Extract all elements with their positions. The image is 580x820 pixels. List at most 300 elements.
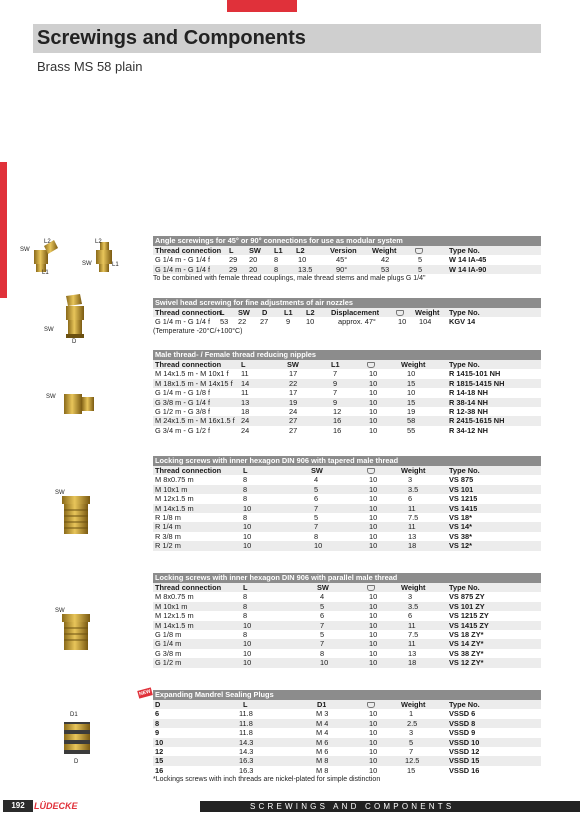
section-title: Locking screws with inner hexagon DIN 906 with parallel male thread bbox=[153, 573, 541, 583]
cell: 10 bbox=[369, 658, 378, 668]
cell: 10 bbox=[369, 718, 378, 728]
col-header: Type No. bbox=[449, 466, 480, 475]
cell: 10 bbox=[369, 620, 378, 630]
cell: VS 1415 bbox=[449, 503, 478, 513]
col-header: Weight bbox=[415, 308, 440, 317]
cell: VS 38 ZY* bbox=[449, 648, 484, 658]
cell: 10 bbox=[298, 255, 307, 265]
cell: 16 bbox=[333, 416, 342, 426]
cell: 55 bbox=[407, 425, 416, 435]
col-header: L bbox=[243, 583, 248, 592]
cell: 11 bbox=[408, 522, 416, 532]
cell: 7 bbox=[320, 639, 325, 649]
table-row bbox=[153, 532, 541, 541]
cell: VSSD 16 bbox=[449, 765, 480, 775]
col-header: L1 bbox=[284, 308, 293, 317]
cell: VS 14* bbox=[449, 522, 473, 532]
cell: 24 bbox=[289, 406, 298, 416]
cell: R 1415-101 NH bbox=[449, 369, 501, 379]
table-row bbox=[153, 255, 541, 264]
cell: G 1/4 m - G 1/8 f bbox=[155, 388, 211, 398]
cell: 17 bbox=[289, 369, 298, 379]
cell: 22 bbox=[238, 317, 247, 327]
cell: 5 bbox=[409, 737, 414, 747]
table-header bbox=[153, 700, 541, 709]
table-row bbox=[153, 388, 541, 397]
cell: 10 bbox=[369, 639, 378, 649]
cell: W 14 IA-45 bbox=[449, 255, 487, 265]
table-row bbox=[153, 407, 541, 416]
table-row bbox=[153, 592, 541, 601]
cell: 11 bbox=[408, 639, 416, 649]
cell: 4 bbox=[314, 475, 319, 485]
chapter-footer: SCREWINGS AND COMPONENTS bbox=[200, 801, 580, 812]
cell: 10 bbox=[243, 503, 252, 513]
col-header: L bbox=[243, 700, 248, 709]
page-subtitle: Brass MS 58 plain bbox=[37, 59, 143, 74]
cell: 5 bbox=[320, 601, 325, 611]
cell: 53 bbox=[220, 317, 229, 327]
table-row bbox=[153, 475, 541, 484]
cell: 10 bbox=[369, 475, 378, 485]
chapter-marker bbox=[0, 162, 7, 298]
col-header: L bbox=[229, 246, 234, 255]
cell: 7 bbox=[333, 388, 338, 398]
cell: 3 bbox=[408, 592, 413, 602]
cell: M 14x1.5 m bbox=[155, 620, 194, 630]
cell: VS 101 ZY bbox=[449, 601, 485, 611]
cell: M 4 bbox=[316, 718, 329, 728]
cell: VSSD 6 bbox=[449, 709, 476, 719]
cell: 10 bbox=[369, 756, 378, 766]
label-sw: SW bbox=[20, 247, 30, 253]
cell: 11.8 bbox=[239, 728, 253, 738]
cell: 8 bbox=[314, 531, 319, 541]
brand-logo: LÜDECKE bbox=[34, 801, 78, 811]
cell: 10 bbox=[243, 531, 252, 541]
cell: 10 bbox=[306, 317, 315, 327]
cell: VSSD 15 bbox=[449, 756, 480, 766]
cell: 18 bbox=[408, 541, 417, 551]
cell: M 12x1.5 m bbox=[155, 611, 194, 621]
cell: 15 bbox=[407, 765, 416, 775]
cell: VS 1215 ZY bbox=[449, 611, 489, 621]
cell: M 8x0.75 m bbox=[155, 592, 194, 602]
cell: 10 bbox=[407, 388, 416, 398]
label-l1: L1 bbox=[112, 262, 119, 268]
cell: 14.3 bbox=[239, 746, 254, 756]
cell: 10 bbox=[243, 639, 252, 649]
cell: 10 bbox=[369, 369, 378, 379]
cell: R 3/8 m bbox=[155, 531, 181, 541]
cell: 2.5 bbox=[407, 718, 418, 728]
label-sw: SW bbox=[55, 608, 65, 614]
cell: 10 bbox=[155, 737, 164, 747]
cell: 24 bbox=[241, 425, 250, 435]
cell: 10 bbox=[320, 658, 329, 668]
table-row bbox=[153, 766, 541, 775]
cell: 4 bbox=[320, 592, 325, 602]
cell: 10 bbox=[369, 388, 378, 398]
cell: 10 bbox=[369, 648, 378, 658]
section-title: Locking screws with inner hexagon DIN 906 with tapered male thread bbox=[153, 456, 541, 466]
cell: 3 bbox=[409, 728, 414, 738]
label-sw: SW bbox=[44, 327, 54, 333]
col-header: SW bbox=[287, 360, 299, 369]
cell: 14 bbox=[241, 378, 250, 388]
col-header: Version bbox=[330, 246, 357, 255]
cell: 11 bbox=[408, 503, 416, 513]
col-header: Thread connection bbox=[155, 583, 222, 592]
cell: 11.8 bbox=[239, 718, 253, 728]
cell: R 14-18 NH bbox=[449, 388, 489, 398]
cell: 10 bbox=[369, 397, 378, 407]
cell: 20 bbox=[249, 264, 258, 274]
cell: 7 bbox=[333, 369, 338, 379]
table-row bbox=[153, 398, 541, 407]
table-row bbox=[153, 522, 541, 531]
table-row bbox=[153, 738, 541, 747]
cell: 7 bbox=[320, 620, 325, 630]
cell: R 38-14 NH bbox=[449, 397, 489, 407]
cell: 10 bbox=[369, 737, 378, 747]
table-row bbox=[153, 649, 541, 658]
table-row bbox=[153, 379, 541, 388]
col-header: Weight bbox=[372, 246, 397, 255]
cell: 12.5 bbox=[405, 756, 420, 766]
cell: approx. 47° bbox=[338, 317, 376, 327]
cell: M 10x1 m bbox=[155, 484, 188, 494]
cell: 45° bbox=[336, 255, 348, 265]
cell: VS 38* bbox=[449, 531, 473, 541]
table-row bbox=[153, 621, 541, 630]
cell: 10 bbox=[243, 658, 252, 668]
cell: 10 bbox=[369, 746, 378, 756]
cell: 20 bbox=[249, 255, 258, 265]
cell: 11.8 bbox=[239, 709, 253, 719]
cell: 27 bbox=[260, 317, 269, 327]
table-header bbox=[153, 246, 541, 255]
weight-packaging-icon bbox=[367, 466, 375, 475]
section-locking-screws-tapered bbox=[153, 456, 541, 551]
label-d: D bbox=[72, 339, 77, 345]
cell: 15 bbox=[407, 397, 416, 407]
table-row bbox=[153, 719, 541, 728]
cell: VS 12* bbox=[449, 541, 473, 551]
cell: 104 bbox=[419, 317, 432, 327]
cell: 10 bbox=[243, 620, 252, 630]
cell: 6 bbox=[408, 494, 413, 504]
cell: 6 bbox=[320, 611, 325, 621]
cell: 8 bbox=[155, 718, 160, 728]
table-note: (Temperature -20°C/+100°C) bbox=[153, 327, 243, 335]
cell: 8 bbox=[243, 512, 248, 522]
cell: 10 bbox=[369, 494, 378, 504]
cell: 10 bbox=[369, 531, 378, 541]
table-row bbox=[153, 513, 541, 522]
cell: 11 bbox=[408, 620, 416, 630]
label-d: D bbox=[74, 759, 79, 765]
table-row bbox=[153, 658, 541, 667]
cell: M 3 bbox=[316, 709, 329, 719]
cell: 10 bbox=[398, 317, 407, 327]
table-row bbox=[153, 485, 541, 494]
cell: VS 875 ZY bbox=[449, 592, 485, 602]
cell: 7 bbox=[409, 746, 414, 756]
cell: R 34-12 NH bbox=[449, 425, 489, 435]
cell: 10 bbox=[407, 369, 416, 379]
table-row bbox=[153, 541, 541, 550]
label-l2: L2 bbox=[44, 239, 51, 245]
col-header: Thread connection bbox=[155, 466, 222, 475]
section-angle-screwings bbox=[153, 236, 541, 284]
cell: 8 bbox=[274, 264, 279, 274]
cell: 10 bbox=[369, 728, 378, 738]
cell: 10 bbox=[369, 406, 378, 416]
new-badge: NEW bbox=[138, 688, 152, 698]
col-header: D bbox=[155, 700, 161, 709]
cell: 6 bbox=[155, 709, 160, 719]
table-row bbox=[153, 639, 541, 648]
cell: M 10x1 m bbox=[155, 601, 188, 611]
col-header: Type No. bbox=[449, 360, 480, 369]
cell: G 1/4 m - G 1/4 f bbox=[155, 264, 211, 274]
cell: 10 bbox=[369, 484, 378, 494]
col-header: L bbox=[243, 466, 248, 475]
cell: 8 bbox=[243, 611, 248, 621]
cell: 7.5 bbox=[408, 629, 419, 639]
cell: 19 bbox=[289, 397, 298, 407]
col-header: SW bbox=[238, 308, 250, 317]
table-row bbox=[153, 317, 541, 326]
cell: M 14x1.5 m bbox=[155, 503, 194, 513]
cell: G 1/4 m - G 1/4 f bbox=[155, 255, 211, 265]
cell: G 1/8 m bbox=[155, 629, 182, 639]
cell: VSSD 8 bbox=[449, 718, 476, 728]
swivel-head-drawing bbox=[58, 294, 98, 346]
cell: 16.3 bbox=[239, 756, 254, 766]
cell: 8 bbox=[320, 648, 325, 658]
cell: R 2415-1615 NH bbox=[449, 416, 505, 426]
weight-packaging-icon bbox=[415, 246, 423, 255]
table-row bbox=[153, 416, 541, 425]
cell: 7 bbox=[314, 503, 319, 513]
cell: 42 bbox=[381, 255, 390, 265]
cell: 8 bbox=[243, 484, 248, 494]
cell: 9 bbox=[333, 378, 338, 388]
cell: 11 bbox=[241, 388, 249, 398]
label-l1: L1 bbox=[42, 270, 49, 276]
cell: 12 bbox=[155, 746, 164, 756]
section-title: Swivel head screwing for fine adjustments of air nozzles bbox=[153, 298, 541, 308]
cell: 27 bbox=[289, 416, 298, 426]
table-row bbox=[153, 728, 541, 737]
angle-screwing-drawing bbox=[20, 236, 130, 282]
cell: 5 bbox=[418, 264, 423, 274]
cell: 19 bbox=[407, 406, 416, 416]
col-header: Thread connection bbox=[155, 360, 222, 369]
col-header: L2 bbox=[306, 308, 315, 317]
cell: VSSD 12 bbox=[449, 746, 480, 756]
cell: 13 bbox=[408, 648, 417, 658]
cell: 16 bbox=[155, 765, 164, 775]
section-sealing-plugs bbox=[153, 690, 541, 785]
cell: 9 bbox=[333, 397, 338, 407]
cell: 8 bbox=[243, 601, 248, 611]
table-row bbox=[153, 494, 541, 503]
cell: 18 bbox=[241, 406, 250, 416]
cell: VS 1415 ZY bbox=[449, 620, 489, 630]
col-header: SW bbox=[249, 246, 261, 255]
table-header bbox=[153, 466, 541, 475]
cell: G 3/8 m - G 1/4 f bbox=[155, 397, 211, 407]
cell: 10 bbox=[243, 648, 252, 658]
cell: 13.5 bbox=[298, 264, 313, 274]
col-header: Type No. bbox=[449, 583, 480, 592]
label-l2: L2 bbox=[95, 239, 102, 245]
cell: 10 bbox=[369, 425, 378, 435]
cell: 17 bbox=[289, 388, 298, 398]
reducing-nipple-drawing bbox=[62, 390, 102, 418]
col-header: L2 bbox=[296, 246, 305, 255]
cell: 10 bbox=[369, 378, 378, 388]
cell: 8 bbox=[243, 475, 248, 485]
cell: 29 bbox=[229, 264, 238, 274]
weight-packaging-icon bbox=[367, 700, 375, 709]
col-header: L bbox=[241, 360, 246, 369]
weight-packaging-icon bbox=[396, 308, 404, 317]
table-note: *Lockings screws with inch threads are nickel-plated for simple distinction bbox=[153, 776, 381, 784]
col-header: Thread connection bbox=[155, 246, 222, 255]
cell: 22 bbox=[289, 378, 298, 388]
table-row bbox=[153, 709, 541, 718]
cell: 9 bbox=[286, 317, 291, 327]
cell: VS 1215 bbox=[449, 494, 478, 504]
cell: 10 bbox=[369, 629, 378, 639]
col-header: D bbox=[262, 308, 268, 317]
cell: M 24x1.5 m - M 16x1.5 f bbox=[155, 416, 235, 426]
table-row bbox=[153, 747, 541, 756]
cell: R 1/2 m bbox=[155, 541, 181, 551]
cell: 6 bbox=[408, 611, 413, 621]
cell: 5 bbox=[314, 512, 319, 522]
cell: M 12x1.5 m bbox=[155, 494, 194, 504]
cell: 13 bbox=[241, 397, 250, 407]
cell: 10 bbox=[369, 601, 378, 611]
cell: 12 bbox=[333, 406, 342, 416]
cell: 3.5 bbox=[408, 484, 419, 494]
label-d1: D1 bbox=[70, 712, 78, 718]
table-header bbox=[153, 360, 541, 369]
label-sw: SW bbox=[82, 261, 92, 267]
col-header: L1 bbox=[274, 246, 283, 255]
col-header: Thread connection bbox=[155, 308, 222, 317]
cell: 5 bbox=[320, 629, 325, 639]
table-header bbox=[153, 583, 541, 592]
top-red-tab bbox=[227, 0, 297, 12]
cell: 15 bbox=[155, 756, 164, 766]
section-title: Expanding Mandrel Sealing Plugs bbox=[153, 690, 541, 700]
cell: 16 bbox=[333, 425, 342, 435]
weight-packaging-icon bbox=[367, 583, 375, 592]
cell: 15 bbox=[407, 378, 416, 388]
cell: R 1815-1415 NH bbox=[449, 378, 505, 388]
label-sw: SW bbox=[46, 394, 56, 400]
cell: 24 bbox=[241, 416, 250, 426]
section-title: Male thread- / Female thread reducing nipples bbox=[153, 350, 541, 360]
cell: G 3/4 m - G 1/2 f bbox=[155, 425, 211, 435]
cell: 58 bbox=[407, 416, 416, 426]
table-row bbox=[153, 426, 541, 435]
page-title: Screwings and Components bbox=[37, 27, 306, 49]
cell: G 1/4 m - G 1/4 f bbox=[155, 317, 211, 327]
cell: 9 bbox=[155, 728, 160, 738]
cell: 10 bbox=[314, 541, 323, 551]
page-number: 192 bbox=[3, 800, 33, 812]
cell: VS 14 ZY* bbox=[449, 639, 484, 649]
cell: W 14 IA-90 bbox=[449, 264, 487, 274]
cell: G 1/2 m bbox=[155, 658, 182, 668]
cell: VS 101 bbox=[449, 484, 474, 494]
cell: M 4 bbox=[316, 728, 329, 738]
cell: 8 bbox=[274, 255, 279, 265]
col-header: Weight bbox=[401, 583, 426, 592]
cell: M 6 bbox=[316, 746, 329, 756]
table-row bbox=[153, 611, 541, 620]
cell: M 8 bbox=[316, 756, 329, 766]
cell: G 1/2 m - G 3/8 f bbox=[155, 406, 211, 416]
cell: 14.3 bbox=[239, 737, 254, 747]
col-header: Type No. bbox=[449, 700, 480, 709]
cell: 13 bbox=[408, 531, 417, 541]
cell: VS 18 ZY* bbox=[449, 629, 484, 639]
label-sw: SW bbox=[55, 490, 65, 496]
cell: 10 bbox=[369, 416, 378, 426]
cell: 10 bbox=[369, 512, 378, 522]
cell: 5 bbox=[418, 255, 423, 265]
cell: 10 bbox=[369, 592, 378, 602]
table-row bbox=[153, 369, 541, 378]
cell: 6 bbox=[314, 494, 319, 504]
col-header: L1 bbox=[331, 360, 340, 369]
title-bar bbox=[33, 24, 541, 53]
cell: M 8x0.75 m bbox=[155, 475, 194, 485]
col-header: Weight bbox=[401, 466, 426, 475]
cell: 7.5 bbox=[408, 512, 419, 522]
cell: 10 bbox=[369, 709, 378, 719]
cell: 10 bbox=[243, 522, 252, 532]
cell: VSSD 9 bbox=[449, 728, 476, 738]
section-swivel-head bbox=[153, 298, 541, 337]
cell: 10 bbox=[369, 611, 378, 621]
cell: 10 bbox=[243, 541, 252, 551]
cell: 10 bbox=[369, 503, 378, 513]
cell: R 1/4 m bbox=[155, 522, 181, 532]
cell: G 1/4 m bbox=[155, 639, 182, 649]
table-row bbox=[153, 265, 541, 274]
cell: VS 875 bbox=[449, 475, 474, 485]
col-header: D1 bbox=[317, 700, 327, 709]
cell: KGV 14 bbox=[449, 317, 476, 327]
col-header: Type No. bbox=[449, 246, 480, 255]
table-note: To be combined with female thread couplings, male thread stems and male plugs G 1/4" bbox=[153, 275, 426, 283]
table-row bbox=[153, 756, 541, 765]
cell: M 18x1.5 m - M 14x15 f bbox=[155, 378, 233, 388]
cell: 5 bbox=[314, 484, 319, 494]
locking-screw-parallel-drawing bbox=[60, 612, 94, 654]
col-header: Weight bbox=[401, 700, 426, 709]
cell: 7 bbox=[314, 522, 319, 532]
